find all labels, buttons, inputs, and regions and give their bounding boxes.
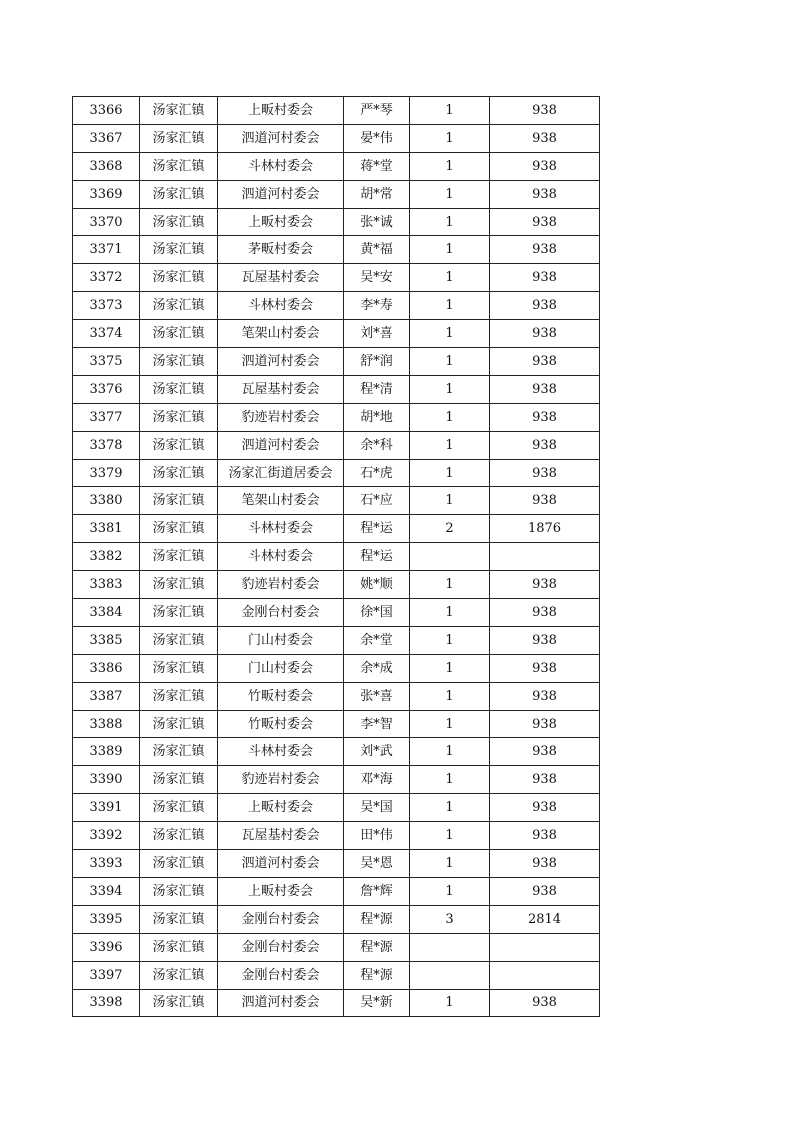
town-cell: 汤家汇镇 — [140, 97, 218, 125]
table-row — [73, 459, 600, 487]
town-cell: 汤家汇镇 — [140, 989, 218, 1017]
row-number-cell: 3378 — [73, 431, 140, 459]
amount-cell: 938 — [490, 850, 600, 878]
count-cell: 1 — [410, 152, 490, 180]
table-row — [73, 682, 600, 710]
count-cell: 1 — [410, 180, 490, 208]
row-number-cell: 3369 — [73, 180, 140, 208]
amount-cell — [490, 543, 600, 571]
amount-cell: 938 — [490, 571, 600, 599]
town-cell: 汤家汇镇 — [140, 459, 218, 487]
name-cell: 余*成 — [344, 654, 410, 682]
name-cell: 刘*喜 — [344, 320, 410, 348]
village-cell: 斗林村委会 — [218, 543, 344, 571]
town-cell: 汤家汇镇 — [140, 403, 218, 431]
count-cell: 1 — [410, 599, 490, 627]
town-cell: 汤家汇镇 — [140, 766, 218, 794]
town-cell: 汤家汇镇 — [140, 208, 218, 236]
village-cell: 门山村委会 — [218, 654, 344, 682]
name-cell: 石*虎 — [344, 459, 410, 487]
town-cell: 汤家汇镇 — [140, 710, 218, 738]
amount-cell: 938 — [490, 152, 600, 180]
town-cell: 汤家汇镇 — [140, 822, 218, 850]
row-number-cell: 3379 — [73, 459, 140, 487]
count-cell: 1 — [410, 236, 490, 264]
amount-cell: 938 — [490, 682, 600, 710]
table-row — [73, 571, 600, 599]
amount-cell: 938 — [490, 794, 600, 822]
table-row — [73, 766, 600, 794]
table-row — [73, 905, 600, 933]
data-table — [72, 96, 600, 1017]
amount-cell: 938 — [490, 97, 600, 125]
table-row — [73, 933, 600, 961]
village-cell: 豹迹岩村委会 — [218, 571, 344, 599]
amount-cell: 938 — [490, 654, 600, 682]
village-cell: 笔架山村委会 — [218, 487, 344, 515]
village-cell: 泗道河村委会 — [218, 431, 344, 459]
village-cell: 金刚台村委会 — [218, 905, 344, 933]
village-cell: 上畈村委会 — [218, 208, 344, 236]
table-row — [73, 961, 600, 989]
name-cell: 詹*辉 — [344, 877, 410, 905]
count-cell: 1 — [410, 208, 490, 236]
village-cell: 上畈村委会 — [218, 877, 344, 905]
amount-cell: 938 — [490, 292, 600, 320]
count-cell: 1 — [410, 738, 490, 766]
amount-cell: 938 — [490, 710, 600, 738]
table-body — [73, 97, 600, 1017]
amount-cell: 938 — [490, 431, 600, 459]
table-row — [73, 599, 600, 627]
count-cell: 1 — [410, 682, 490, 710]
count-cell: 1 — [410, 292, 490, 320]
town-cell: 汤家汇镇 — [140, 236, 218, 264]
count-cell — [410, 543, 490, 571]
table-row — [73, 431, 600, 459]
count-cell: 1 — [410, 320, 490, 348]
table-row — [73, 97, 600, 125]
table-row — [73, 822, 600, 850]
row-number-cell: 3366 — [73, 97, 140, 125]
town-cell: 汤家汇镇 — [140, 794, 218, 822]
row-number-cell: 3393 — [73, 850, 140, 878]
count-cell: 1 — [410, 97, 490, 125]
name-cell: 吴*安 — [344, 264, 410, 292]
town-cell: 汤家汇镇 — [140, 320, 218, 348]
name-cell: 黄*福 — [344, 236, 410, 264]
table-row — [73, 515, 600, 543]
village-cell: 瓦屋基村委会 — [218, 264, 344, 292]
table-row — [73, 348, 600, 376]
row-number-cell: 3368 — [73, 152, 140, 180]
town-cell: 汤家汇镇 — [140, 348, 218, 376]
village-cell: 金刚台村委会 — [218, 933, 344, 961]
row-number-cell: 3388 — [73, 710, 140, 738]
town-cell: 汤家汇镇 — [140, 515, 218, 543]
amount-cell: 938 — [490, 264, 600, 292]
table-row — [73, 375, 600, 403]
amount-cell: 938 — [490, 180, 600, 208]
amount-cell: 938 — [490, 877, 600, 905]
amount-cell: 938 — [490, 348, 600, 376]
amount-cell: 938 — [490, 208, 600, 236]
count-cell: 1 — [410, 124, 490, 152]
count-cell: 1 — [410, 571, 490, 599]
name-cell: 舒*润 — [344, 348, 410, 376]
table-row — [73, 487, 600, 515]
town-cell: 汤家汇镇 — [140, 738, 218, 766]
village-cell: 泗道河村委会 — [218, 850, 344, 878]
town-cell: 汤家汇镇 — [140, 961, 218, 989]
table-row — [73, 989, 600, 1017]
amount-cell: 938 — [490, 599, 600, 627]
row-number-cell: 3386 — [73, 654, 140, 682]
table-row — [73, 877, 600, 905]
name-cell: 程*源 — [344, 905, 410, 933]
count-cell: 1 — [410, 766, 490, 794]
row-number-cell: 3377 — [73, 403, 140, 431]
amount-cell: 938 — [490, 320, 600, 348]
name-cell: 蒋*堂 — [344, 152, 410, 180]
amount-cell: 938 — [490, 626, 600, 654]
village-cell: 豹迹岩村委会 — [218, 403, 344, 431]
town-cell: 汤家汇镇 — [140, 626, 218, 654]
count-cell — [410, 933, 490, 961]
name-cell: 胡*常 — [344, 180, 410, 208]
row-number-cell: 3394 — [73, 877, 140, 905]
town-cell: 汤家汇镇 — [140, 571, 218, 599]
town-cell: 汤家汇镇 — [140, 543, 218, 571]
table-row — [73, 626, 600, 654]
village-cell: 上畈村委会 — [218, 794, 344, 822]
name-cell: 张*诚 — [344, 208, 410, 236]
town-cell: 汤家汇镇 — [140, 599, 218, 627]
count-cell: 1 — [410, 459, 490, 487]
row-number-cell: 3389 — [73, 738, 140, 766]
name-cell: 余*堂 — [344, 626, 410, 654]
village-cell: 泗道河村委会 — [218, 348, 344, 376]
name-cell: 邓*海 — [344, 766, 410, 794]
row-number-cell: 3382 — [73, 543, 140, 571]
name-cell: 徐*国 — [344, 599, 410, 627]
count-cell — [410, 961, 490, 989]
count-cell: 1 — [410, 710, 490, 738]
name-cell: 程*源 — [344, 933, 410, 961]
town-cell: 汤家汇镇 — [140, 850, 218, 878]
name-cell: 李*智 — [344, 710, 410, 738]
village-cell: 金刚台村委会 — [218, 599, 344, 627]
amount-cell: 938 — [490, 989, 600, 1017]
town-cell: 汤家汇镇 — [140, 375, 218, 403]
town-cell: 汤家汇镇 — [140, 264, 218, 292]
row-number-cell: 3398 — [73, 989, 140, 1017]
village-cell: 汤家汇街道居委会 — [218, 459, 344, 487]
village-cell: 茅畈村委会 — [218, 236, 344, 264]
row-number-cell: 3370 — [73, 208, 140, 236]
row-number-cell: 3396 — [73, 933, 140, 961]
name-cell: 石*应 — [344, 487, 410, 515]
row-number-cell: 3395 — [73, 905, 140, 933]
village-cell: 瓦屋基村委会 — [218, 822, 344, 850]
table-row — [73, 208, 600, 236]
name-cell: 严*琴 — [344, 97, 410, 125]
name-cell: 程*运 — [344, 515, 410, 543]
count-cell: 1 — [410, 264, 490, 292]
village-cell: 上畈村委会 — [218, 97, 344, 125]
count-cell: 1 — [410, 431, 490, 459]
table-row — [73, 710, 600, 738]
count-cell: 3 — [410, 905, 490, 933]
name-cell: 张*喜 — [344, 682, 410, 710]
table-row — [73, 850, 600, 878]
table-row — [73, 292, 600, 320]
row-number-cell: 3385 — [73, 626, 140, 654]
name-cell: 刘*武 — [344, 738, 410, 766]
village-cell: 泗道河村委会 — [218, 124, 344, 152]
name-cell: 田*伟 — [344, 822, 410, 850]
village-cell: 竹畈村委会 — [218, 682, 344, 710]
table-row — [73, 180, 600, 208]
row-number-cell: 3383 — [73, 571, 140, 599]
village-cell: 豹迹岩村委会 — [218, 766, 344, 794]
row-number-cell: 3380 — [73, 487, 140, 515]
row-number-cell: 3391 — [73, 794, 140, 822]
table-row — [73, 152, 600, 180]
count-cell: 1 — [410, 850, 490, 878]
row-number-cell: 3375 — [73, 348, 140, 376]
town-cell: 汤家汇镇 — [140, 180, 218, 208]
count-cell: 1 — [410, 794, 490, 822]
town-cell: 汤家汇镇 — [140, 682, 218, 710]
amount-cell: 938 — [490, 124, 600, 152]
amount-cell — [490, 933, 600, 961]
town-cell: 汤家汇镇 — [140, 933, 218, 961]
amount-cell: 938 — [490, 403, 600, 431]
row-number-cell: 3373 — [73, 292, 140, 320]
count-cell: 1 — [410, 877, 490, 905]
village-cell: 泗道河村委会 — [218, 180, 344, 208]
table-row — [73, 738, 600, 766]
row-number-cell: 3367 — [73, 124, 140, 152]
amount-cell: 938 — [490, 766, 600, 794]
table-row — [73, 320, 600, 348]
amount-cell: 938 — [490, 822, 600, 850]
table-row — [73, 543, 600, 571]
town-cell: 汤家汇镇 — [140, 292, 218, 320]
village-cell: 瓦屋基村委会 — [218, 375, 344, 403]
name-cell: 吴*国 — [344, 794, 410, 822]
row-number-cell: 3390 — [73, 766, 140, 794]
amount-cell: 938 — [490, 236, 600, 264]
count-cell: 1 — [410, 403, 490, 431]
amount-cell — [490, 961, 600, 989]
name-cell: 程*清 — [344, 375, 410, 403]
village-cell: 门山村委会 — [218, 626, 344, 654]
name-cell: 晏*伟 — [344, 124, 410, 152]
row-number-cell: 3376 — [73, 375, 140, 403]
name-cell: 吴*新 — [344, 989, 410, 1017]
table-row — [73, 794, 600, 822]
row-number-cell: 3374 — [73, 320, 140, 348]
count-cell: 2 — [410, 515, 490, 543]
count-cell: 1 — [410, 375, 490, 403]
village-cell: 笔架山村委会 — [218, 320, 344, 348]
town-cell: 汤家汇镇 — [140, 877, 218, 905]
amount-cell: 938 — [490, 738, 600, 766]
table-row — [73, 236, 600, 264]
count-cell: 1 — [410, 654, 490, 682]
count-cell: 1 — [410, 487, 490, 515]
amount-cell: 938 — [490, 459, 600, 487]
town-cell: 汤家汇镇 — [140, 124, 218, 152]
town-cell: 汤家汇镇 — [140, 487, 218, 515]
row-number-cell: 3384 — [73, 599, 140, 627]
count-cell: 1 — [410, 626, 490, 654]
village-cell: 斗林村委会 — [218, 152, 344, 180]
amount-cell: 938 — [490, 487, 600, 515]
village-cell: 斗林村委会 — [218, 738, 344, 766]
town-cell: 汤家汇镇 — [140, 905, 218, 933]
table-row — [73, 654, 600, 682]
row-number-cell: 3397 — [73, 961, 140, 989]
town-cell: 汤家汇镇 — [140, 654, 218, 682]
row-number-cell: 3372 — [73, 264, 140, 292]
table-row — [73, 264, 600, 292]
table-row — [73, 403, 600, 431]
count-cell: 1 — [410, 989, 490, 1017]
name-cell: 李*寿 — [344, 292, 410, 320]
name-cell: 程*源 — [344, 961, 410, 989]
village-cell: 斗林村委会 — [218, 515, 344, 543]
amount-cell: 938 — [490, 375, 600, 403]
count-cell: 1 — [410, 348, 490, 376]
row-number-cell: 3387 — [73, 682, 140, 710]
table-row — [73, 124, 600, 152]
name-cell: 程*运 — [344, 543, 410, 571]
village-cell: 金刚台村委会 — [218, 961, 344, 989]
village-cell: 泗道河村委会 — [218, 989, 344, 1017]
amount-cell: 2814 — [490, 905, 600, 933]
row-number-cell: 3371 — [73, 236, 140, 264]
village-cell: 斗林村委会 — [218, 292, 344, 320]
name-cell: 胡*地 — [344, 403, 410, 431]
name-cell: 余*科 — [344, 431, 410, 459]
town-cell: 汤家汇镇 — [140, 152, 218, 180]
village-cell: 竹畈村委会 — [218, 710, 344, 738]
row-number-cell: 3381 — [73, 515, 140, 543]
name-cell: 姚*顺 — [344, 571, 410, 599]
name-cell: 吴*恩 — [344, 850, 410, 878]
row-number-cell: 3392 — [73, 822, 140, 850]
town-cell: 汤家汇镇 — [140, 431, 218, 459]
amount-cell: 1876 — [490, 515, 600, 543]
count-cell: 1 — [410, 822, 490, 850]
